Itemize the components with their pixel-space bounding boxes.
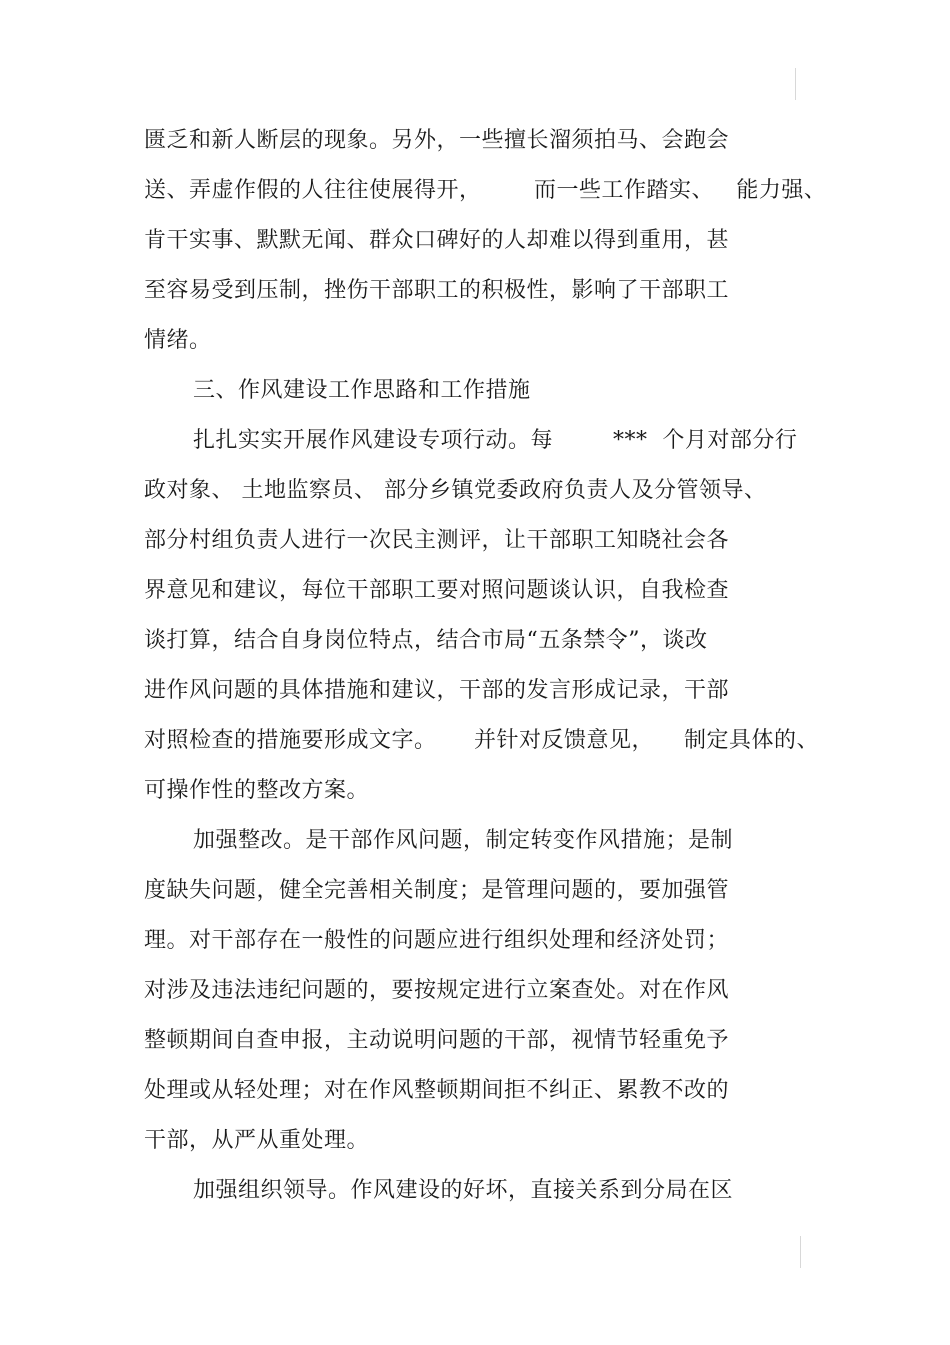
text-line-19: 整顿期间自查申报，主动说明问题的干部，视情节轻重免予 [144,1028,730,1053]
text-line-15: 加强整改。是干部作风问题，制定转变作风措施；是制 [193,828,734,853]
text-line-5: 情绪。 [144,328,212,353]
text-line-10: 界意见和建议，每位干部职工要对照问题谈认识，自我检查 [144,578,730,603]
text-line-7: 扎扎实实开展作风建设专项行动。每 *** 个月对部分行 [193,428,798,453]
text-line-3: 肯干实事、默默无闻、群众口碑好的人却难以得到重用，甚 [144,228,730,253]
text-line-11: 谈打算，结合自身岗位特点，结合市局“五条禁令”，谈改 [144,628,708,653]
text-line-21: 干部，从严从重处理。 [144,1128,370,1153]
text-line-17: 理。对干部存在一般性的问题应进行组织处理和经济处罚； [144,928,730,953]
text-line-12: 进作风问题的具体措施和建议，干部的发言形成记录，干部 [144,678,730,703]
text-line-16: 度缺失问题，健全完善相关制度；是管理问题的，要加强管 [144,878,730,903]
page-edge-mark-top [795,68,796,100]
text-line-20: 处理或从轻处理；对在作风整顿期间拒不纠正、累教不改的 [144,1078,730,1103]
text-line-8: 政对象、 土地监察员、 部分乡镇党委政府负责人及分管领导、 [144,478,767,503]
page-edge-mark-bottom [800,1236,801,1268]
text-line-2: 送、弄虚作假的人往往使展得开， 而一些工作踏实、 能力强、 [144,178,827,203]
text-line-22: 加强组织领导。作风建设的好坏，直接关系到分局在区 [193,1178,734,1203]
text-line-14: 可操作性的整改方案。 [144,778,370,803]
section-heading: 三、作风建设工作思路和工作措施 [193,378,531,403]
text-line-9: 部分村组负责人进行一次民主测评，让干部职工知晓社会各 [144,528,730,553]
text-line-1: 匮乏和新人断层的现象。另外，一些擅长溜须拍马、会跑会 [144,128,730,153]
text-line-4: 至容易受到压制，挫伤干部职工的积极性，影响了干部职工 [144,278,730,303]
text-line-18: 对涉及违法违纪问题的，要按规定进行立案查处。对在作风 [144,978,730,1003]
text-line-13: 对照检查的措施要形成文字。 并针对反馈意见， 制定具体的、 [144,728,819,753]
